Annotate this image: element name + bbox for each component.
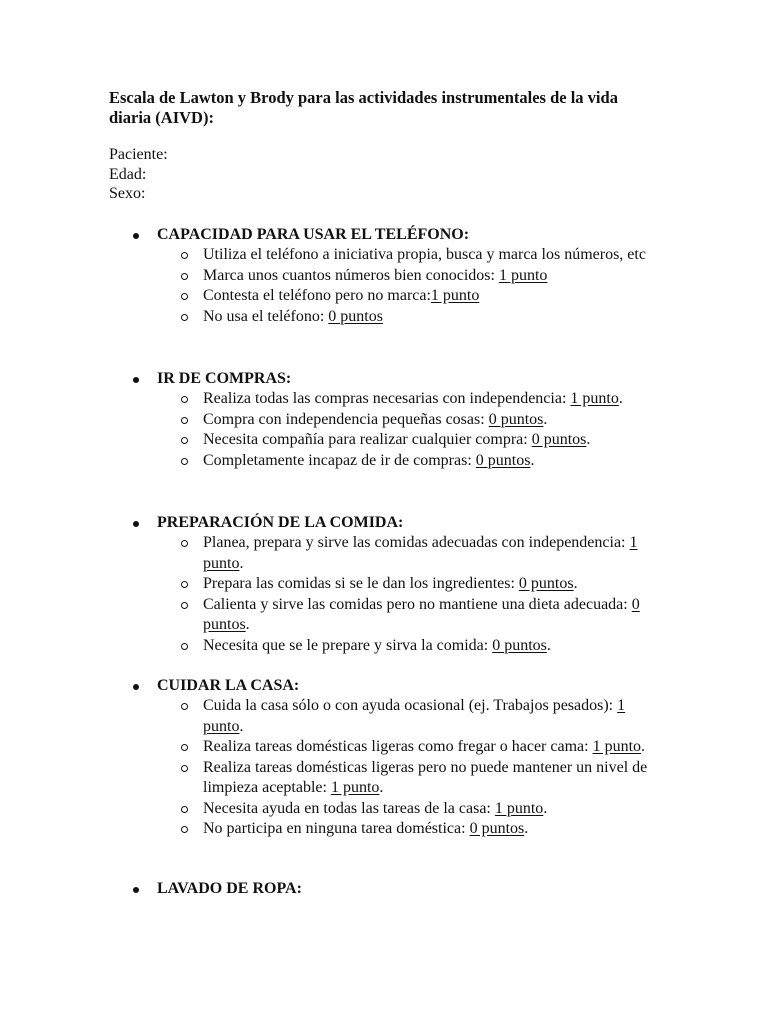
circle-bullet-icon	[181, 396, 188, 403]
circle-bullet-icon	[181, 703, 188, 710]
circle-bullet-icon	[181, 765, 188, 772]
item-points: 0 puntos	[518, 575, 574, 592]
section-comida	[0, 513, 659, 656]
section-title: IR DE COMPRAS:	[157, 370, 292, 387]
circle-bullet-icon	[181, 602, 188, 609]
item-text: Realiza todas las compras necesarias con independencia:	[203, 390, 567, 407]
section-title: CAPACIDAD PARA USAR EL TELÉFONO:	[157, 226, 470, 243]
item-points: 0 puntos	[475, 451, 531, 469]
item-text: Calienta y sirve las comidas pero no mantiene una dieta adecuada:	[203, 595, 628, 613]
section-title: CUIDAR LA CASA:	[157, 677, 300, 694]
circle-bullet-icon	[181, 458, 188, 465]
circle-bullet-icon	[181, 806, 188, 813]
circle-bullet-icon	[181, 744, 188, 751]
item-text: Marca unos cuantos números bien conocidos:	[203, 266, 495, 284]
item-text: No usa el teléfono:	[203, 307, 325, 325]
list-item: Completamente incapaz de ir de compras: 0 puntos.	[0, 451, 659, 472]
list-item: Prepara las comidas si se le dan los ingredientes: 0 puntos.	[0, 574, 659, 595]
item-points: 1 punto	[498, 266, 548, 284]
item-list	[0, 696, 659, 840]
document-title: Escala de Lawton y Brody para las actividades instrumentales de la vida diaria (AIVD):	[109, 88, 618, 127]
section-header	[0, 369, 659, 389]
item-points: 0 puntos	[328, 307, 383, 325]
section-header	[0, 225, 659, 245]
item-text: Necesita ayuda en todas las tareas de la casa:	[203, 799, 491, 817]
list-item: Necesita que se le prepare y sirva la comida: 0 puntos.	[0, 636, 659, 657]
bullet-dot-icon	[133, 521, 139, 527]
item-text: Realiza tareas domésticas ligeras pero no puede mantener un nivel de limpieza aceptable:	[203, 758, 648, 796]
list-item: Realiza tareas domésticas ligeras pero no puede mantener un nivel de limpieza aceptable: 1 punto.	[0, 758, 659, 799]
field-edad: Edad:	[109, 165, 147, 183]
item-points: 1 punto	[494, 799, 544, 817]
circle-bullet-icon	[181, 293, 188, 300]
item-points: 0 puntos	[488, 410, 544, 428]
item-points: 0 puntos	[469, 820, 525, 837]
section-title: LAVADO DE ROPA:	[157, 880, 302, 897]
bullet-dot-icon	[133, 887, 139, 893]
section-title: PREPARACIÓN DE LA COMIDA:	[157, 514, 404, 531]
section-compras	[0, 369, 659, 471]
circle-bullet-icon	[181, 826, 188, 833]
item-text: Utiliza el teléfono a iniciativa propia, busca y marca los números, etc	[203, 246, 646, 263]
circle-bullet-icon	[181, 417, 188, 424]
list-item: Calienta y sirve las comidas pero no mantiene una dieta adecuada: 0 puntos.	[0, 595, 659, 636]
list-item: Realiza tareas domésticas ligeras como fregar o hacer cama: 1 punto.	[0, 737, 659, 758]
section-header	[0, 676, 659, 696]
item-points: 1 punto	[203, 534, 638, 572]
item-points: 1 punto	[570, 390, 619, 407]
list-item: Compra con independencia pequeñas cosas: 0 puntos.	[0, 410, 659, 431]
item-list	[0, 389, 659, 471]
circle-bullet-icon	[181, 643, 188, 650]
circle-bullet-icon	[181, 437, 188, 444]
item-points: 1 punto	[592, 738, 642, 755]
list-item: Realiza todas las compras necesarias con independencia: 1 punto.	[0, 389, 659, 410]
list-item: Necesita compañía para realizar cualquier compra: 0 puntos.	[0, 430, 659, 451]
list-item: Cuida la casa sólo o con ayuda ocasional (ej. Trabajos pesados): 1 punto.	[0, 696, 659, 737]
bullet-dot-icon	[133, 684, 139, 690]
item-text: Cuida la casa sólo o con ayuda ocasional (ej. Trabajos pesados):	[203, 697, 614, 714]
item-points: 0 puntos	[492, 636, 547, 654]
item-text: Contesta el teléfono pero no marca:	[203, 287, 431, 304]
item-text: Prepara las comidas si se le dan los ingredientes:	[203, 575, 515, 592]
section-telefono	[0, 225, 659, 327]
patient-fields	[109, 145, 168, 204]
list-item	[0, 307, 659, 328]
item-text: Completamente incapaz de ir de compras:	[203, 451, 472, 469]
circle-bullet-icon	[181, 581, 188, 588]
circle-bullet-icon	[181, 252, 188, 259]
item-text: Realiza tareas domésticas ligeras como fregar o hacer cama:	[203, 738, 589, 755]
item-list	[0, 533, 659, 656]
circle-bullet-icon	[181, 273, 188, 280]
field-sexo: Sexo:	[109, 185, 146, 202]
field-paciente: Paciente:	[109, 146, 168, 163]
list-item: Necesita ayuda en todas las tareas de la casa: 1 punto.	[0, 799, 659, 820]
circle-bullet-icon	[181, 540, 188, 547]
item-text: Planea, prepara y sirve las comidas adecuadas con independencia:	[203, 534, 626, 551]
list-item: Planea, prepara y sirve las comidas adecuadas con independencia: 1 punto.	[0, 533, 659, 574]
item-points: 1 punto	[203, 697, 626, 735]
bullet-dot-icon	[133, 233, 139, 239]
item-points: 0 puntos	[531, 431, 587, 448]
item-list	[0, 245, 659, 327]
item-points: 1 punto	[430, 287, 480, 304]
list-item	[0, 286, 659, 307]
item-text: Necesita que se le prepare y sirva la comida:	[203, 636, 489, 654]
item-points: 1 punto	[330, 779, 380, 796]
circle-bullet-icon	[181, 314, 188, 321]
item-text: No participa en ninguna tarea doméstica:	[203, 820, 466, 837]
section-header	[0, 513, 659, 533]
list-item	[0, 245, 659, 266]
item-text: Necesita compañía para realizar cualquier compra:	[203, 431, 528, 448]
item-points: 0 puntos	[203, 595, 640, 633]
bullet-dot-icon	[133, 377, 139, 383]
item-text: Compra con independencia pequeñas cosas:	[203, 410, 485, 428]
list-item	[0, 266, 659, 287]
section-casa	[0, 676, 659, 840]
list-item: No participa en ninguna tarea doméstica: 0 puntos.	[0, 819, 659, 840]
